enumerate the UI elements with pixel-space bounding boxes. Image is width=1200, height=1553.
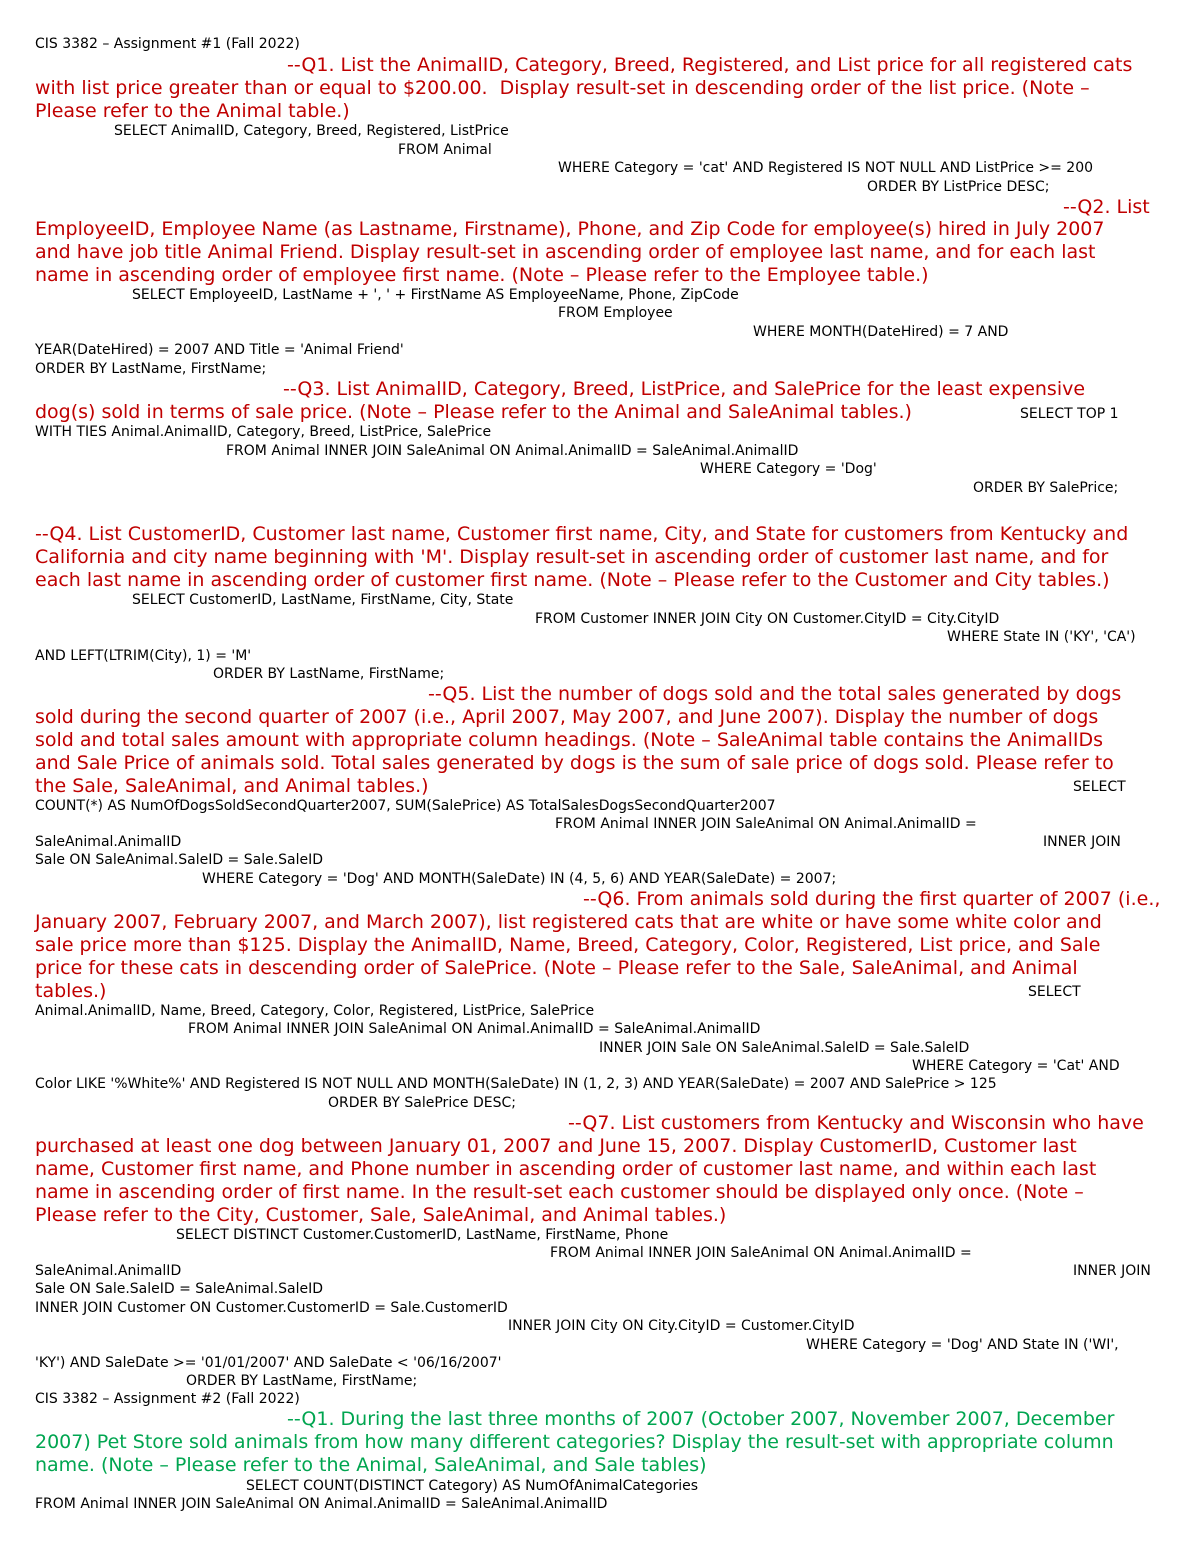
q1-sql: ORDER BY ListPrice DESC; [867,179,1050,195]
q6-text: sale price more than $125. Display the AnimalID, Name, Breed, Category, Color, Registered, List price, and Sale [35,934,1101,956]
q6-sql: WHERE Category = 'Cat' AND [912,1058,1120,1074]
q1-text: --Q1. List the AnimalID, Category, Breed, Registered, and List price for all registered cats [287,54,1133,76]
a2-q1-sql: FROM Animal INNER JOIN SaleAnimal ON Animal.AnimalID = SaleAnimal.AnimalID [35,1496,608,1512]
q1-sql: FROM Animal [398,142,492,158]
q4-sql: SELECT CustomerID, LastName, FirstName, City, State [132,592,514,608]
q7-sql: WHERE Category = 'Dog' AND State IN ('WI', [806,1337,1119,1353]
q6-sql: ORDER BY SalePrice DESC; [328,1095,516,1111]
q7-sql: INNER JOIN Customer ON Customer.CustomerID = Sale.CustomerID [35,1300,508,1316]
q5-text: sold and total sales amount with appropriate column headings. (Note – SaleAnimal table contains the AnimalIDs [35,729,1104,751]
q7-sql: SELECT DISTINCT Customer.CustomerID, LastName, FirstName, Phone [176,1227,669,1243]
a2-q1-text: 2007) Pet Store sold animals from how many different categories? Display the result-set with appropriate column [35,1431,1114,1453]
q7-sql: 'KY') AND SaleDate >= '01/01/2007' AND SaleDate < '06/16/2007' [35,1355,502,1371]
q3-sql: ORDER BY SalePrice; [973,480,1119,496]
q7-sql: INNER JOIN [1073,1263,1151,1279]
q6-sql: Animal.AnimalID, Name, Breed, Category, Color, Registered, ListPrice, SalePrice [35,1003,595,1019]
q3-sql: FROM Animal INNER JOIN SaleAnimal ON Animal.AnimalID = SaleAnimal.AnimalID [226,443,799,459]
a2-q1-sql: SELECT COUNT(DISTINCT Category) AS NumOfAnimalCategories [246,1478,699,1494]
q7-sql: Sale ON Sale.SaleID = SaleAnimal.SaleID [35,1281,324,1297]
q3-sql: SELECT TOP 1 [1020,406,1119,422]
q6-text: January 2007, February 2007, and March 2007), list registered cats that are white or have some white color and [35,911,1102,933]
q7-text: name in ascending order of first name. In the result-set each customer should be displayed only once. (Note – [35,1181,1084,1203]
a2-q1-text: --Q1. During the last three months of 2007 (October 2007, November 2007, December [287,1408,1115,1430]
assignment1-header: CIS 3382 – Assignment #1 (Fall 2022) [35,36,300,52]
q3-sql: WITH TIES Animal.AnimalID, Category, Breed, ListPrice, SalePrice [35,424,492,440]
q2-sql: YEAR(DateHired) = 2007 AND Title = 'Animal Friend' [35,342,404,358]
q1-text: Please refer to the Animal table.) [35,100,350,122]
q2-sql: SELECT EmployeeID, LastName + ', ' + FirstName AS EmployeeName, Phone, ZipCode [132,287,739,303]
q2-sql: WHERE MONTH(DateHired) = 7 AND [753,324,1009,340]
q2-sql: ORDER BY LastName, FirstName; [35,361,267,377]
q5-text: sold during the second quarter of 2007 (i.e., April 2007, May 2007, and June 2007). Display the number of dogs [35,706,1099,728]
q2-text: EmployeeID, Employee Name (as Lastname, Firstname), Phone, and Zip Code for employee(s) hired in July 2007 [35,218,1105,240]
q4-sql: AND LEFT(LTRIM(City), 1) = 'M' [35,648,252,664]
q3-text: --Q3. List AnimalID, Category, Breed, ListPrice, and SalePrice for the least expensive [283,378,1086,400]
q1-text: with list price greater than or equal to $200.00. Display result-set in descending order of the list price. (Note – [35,77,1090,99]
q4-sql: ORDER BY LastName, FirstName; [213,666,445,682]
a2-q1-text: name. (Note – Please refer to the Animal, SaleAnimal, and Sale tables) [35,1454,707,1476]
q5-sql: WHERE Category = 'Dog' AND MONTH(SaleDate) IN (4, 5, 6) AND YEAR(SaleDate) = 2007; [202,871,837,887]
q6-sql: FROM Animal INNER JOIN SaleAnimal ON Animal.AnimalID = SaleAnimal.AnimalID [188,1021,761,1037]
q6-text: --Q6. From animals sold during the first quarter of 2007 (i.e., [583,888,1161,910]
q6-text: price for these cats in descending order of SalePrice. (Note – Please refer to the Sale, SaleAnimal, and Animal [35,957,1078,979]
q2-sql: FROM Employee [558,305,673,321]
q5-sql: SaleAnimal.AnimalID [35,834,182,850]
q6-sql: SELECT [1028,984,1081,1000]
q5-sql: COUNT(*) AS NumOfDogsSoldSecondQuarter2007, SUM(SalePrice) AS TotalSalesDogsSecondQuarter2007 [35,798,776,814]
q4-text: California and city name beginning with 'M'. Display result-set in ascending order of customer last name, and for [35,546,1109,568]
q7-text: Please refer to the City, Customer, Sale, SaleAnimal, and Animal tables.) [35,1204,727,1226]
q4-sql: WHERE State IN ('KY', 'CA') [947,629,1136,645]
q2-text: --Q2. List [1063,196,1150,218]
q6-sql: INNER JOIN Sale ON SaleAnimal.SaleID = Sale.SaleID [599,1040,970,1056]
q3-text: dog(s) sold in terms of sale price. (Note – Please refer to the Animal and SaleAnimal tables.) [35,401,912,423]
q1-sql: SELECT AnimalID, Category, Breed, Registered, ListPrice [114,123,509,139]
q7-text: purchased at least one dog between January 01, 2007 and June 15, 2007. Display CustomerID, Customer last [35,1135,1077,1157]
q2-text: and have job title Animal Friend. Display result-set in ascending order of employee last name, and for each last [35,241,1096,263]
q5-text: the Sale, SaleAnimal, and Animal tables.) [35,775,429,797]
q5-sql: INNER JOIN [1043,834,1121,850]
q2-text: name in ascending order of employee first name. (Note – Please refer to the Employee table.) [35,264,929,286]
q7-text: --Q7. List customers from Kentucky and Wisconsin who have [568,1112,1144,1134]
q1-sql: WHERE Category = 'cat' AND Registered IS NOT NULL AND ListPrice >= 200 [558,160,1094,176]
q5-sql: Sale ON SaleAnimal.SaleID = Sale.SaleID [35,852,324,868]
q5-sql: FROM Animal INNER JOIN SaleAnimal ON Animal.AnimalID = [555,816,977,832]
q4-text: each last name in ascending order of customer first name. (Note – Please refer to the Customer and City tables.) [35,569,1110,591]
q4-sql: FROM Customer INNER JOIN City ON Customer.CityID = City.CityID [535,611,1000,627]
q7-sql: FROM Animal INNER JOIN SaleAnimal ON Animal.AnimalID = [550,1245,972,1261]
q5-text: and Sale Price of animals sold. Total sales generated by dogs is the sum of sale price of dogs sold. Please refer to [35,752,1114,774]
q6-text: tables.) [35,980,107,1002]
q7-text: name, Customer first name, and Phone number in ascending order of customer last name, and within each last [35,1158,1097,1180]
assignment2-header: CIS 3382 – Assignment #2 (Fall 2022) [35,1391,300,1407]
q7-sql: SaleAnimal.AnimalID [35,1263,182,1279]
q5-sql: SELECT [1073,779,1126,795]
q7-sql: INNER JOIN City ON City.CityID = Customer.CityID [508,1318,855,1334]
q7-sql: ORDER BY LastName, FirstName; [186,1373,418,1389]
q6-sql: Color LIKE '%White%' AND Registered IS NOT NULL AND MONTH(SaleDate) IN (1, 2, 3) AND YEAR(SaleDate) = 2007 AND SalePrice > 125 [35,1076,997,1092]
q3-sql: WHERE Category = 'Dog' [700,461,877,477]
q5-text: --Q5. List the number of dogs sold and the total sales generated by dogs [428,683,1122,705]
q4-text: --Q4. List CustomerID, Customer last name, Customer first name, City, and State for customers from Kentucky and [35,523,1129,545]
